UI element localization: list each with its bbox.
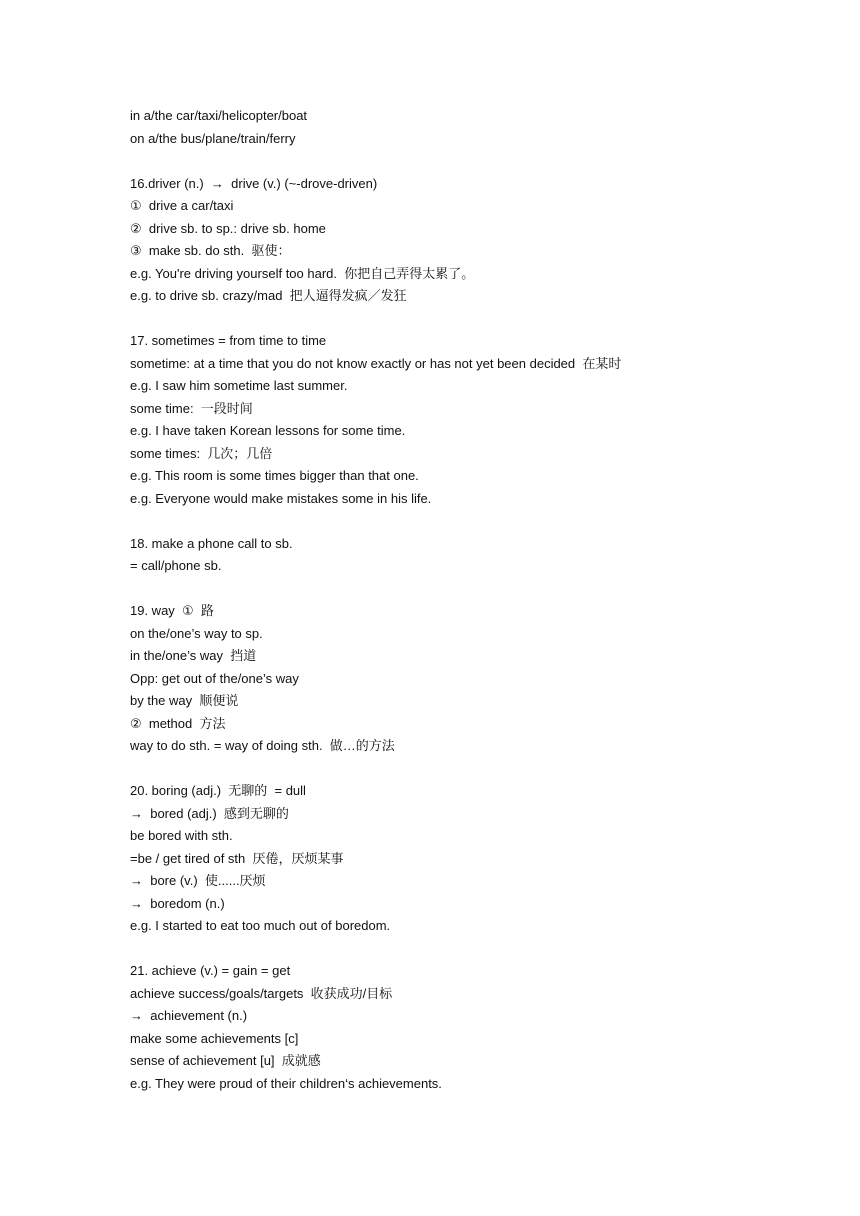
blank-line [130,938,750,961]
text-line: be bored with sth. [130,828,233,843]
text-line: make some achievements [c] [130,1030,299,1046]
text-line: → bore (v.) 使......厌烦 [130,873,266,888]
text-line: in the/one’s way 挡道 [130,648,257,663]
text-line: 17. sometimes = from time to time [130,333,327,348]
text-line: e.g. You're driving yourself too hard. 你把自己弄得太累了。 [130,265,475,281]
text-line: = call/phone sb. [130,558,222,573]
text-line: → bored (adj.) 感到无聊的 [130,805,289,821]
text-line: way to do sth. = way of doing sth. 做…的方法 [130,738,395,753]
text-line: sometime: at a time that you do not know exactly or has not yet been decided 在某时 [130,355,622,371]
text-line: e.g. I started to eat too much out of boredom. [130,918,391,933]
text-line: on the/one’s way to sp. [130,625,263,641]
text-line: by the way 顺便说 [130,693,239,708]
text-line: 19. way ① 路 [130,603,214,618]
text-line: ③ make sb. do sth. 驱使： [130,243,291,258]
text-line: e.g. I saw him sometime last summer. [130,378,348,393]
text-line: in a/the car/taxi/helicopter/boat [130,108,308,123]
blank-line [130,308,750,331]
text-line: Opp: get out of the/one’s way [130,670,299,686]
text-line: → achievement (n.) [130,1008,248,1023]
text-line: achieve success/goals/targets 收获成功/目标 [130,985,393,1001]
blank-line [130,150,750,173]
text-line: e.g. They were proud of their children‘s achievements. [130,1075,442,1091]
text-line: some time: 一段时间 [130,400,253,416]
text-line: ② drive sb. to sp.: drive sb. home [130,220,326,236]
text-line: some times: 几次；几倍 [130,445,273,461]
text-line: 18. make a phone call to sb. [130,535,293,551]
blank-line [130,510,750,533]
text-line: ① drive a car/taxi [130,198,234,213]
text-line: 21. achieve (v.) = gain = get [130,963,291,978]
text-line: e.g. to drive sb. crazy/mad 把人逼得发疯／发狂 [130,288,407,303]
text-line: e.g. I have taken Korean lessons for some time. [130,423,406,438]
text-line: 16.driver (n.) → drive (v.) (~-drove-driven) [130,175,378,191]
text-line: e.g. Everyone would make mistakes some in his life. [130,490,432,506]
blank-line [130,758,750,781]
text-line: 20. boring (adj.) 无聊的 = dull [130,783,306,798]
text-line: on a/the bus/plane/train/ferry [130,130,296,146]
text-line: sense of achievement [u] 成就感 [130,1053,321,1068]
text-line: =be / get tired of sth 厌倦，厌烦某事 [130,850,344,866]
text-line: → boredom (n.) [130,895,225,911]
text-line: ② method 方法 [130,715,226,731]
text-line: e.g. This room is some times bigger than that one. [130,468,419,483]
document-page [130,105,750,1095]
blank-line [130,578,750,601]
